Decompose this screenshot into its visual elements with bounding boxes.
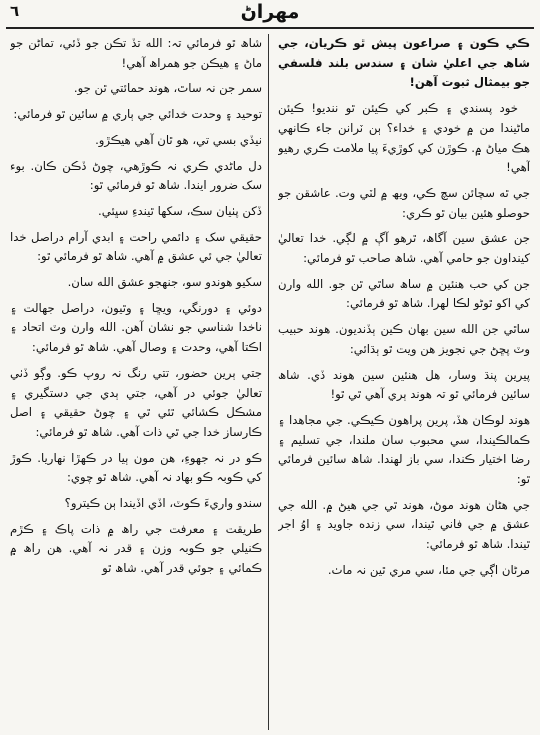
paragraph: توحيد ۽ وحدت خدائي جي ٻاري ۾ سائين ٿو فرمائي: xyxy=(13,107,262,122)
paragraph: جتي ٻرين حضور، تتي رنگ نہ روپ ڪو. وڳو ڏٺي تعاليٰ جوئي در آھي، جتي ٻدي جي دستگيري ۽ مشڪل ڪشائي ٿئي ٿي ۽ چوڻ حقيقي ۽ اصل ڪارساز خدا جي ٿي ذات آھي. شاھ ٿو فرمائي: xyxy=(10,365,262,439)
paragraph: حقيقي سک ۽ دائمي راحت ۽ ابدي آرام دراصل خدا تعاليٰ جي ئي عشق ۾ آھي. شاھ ٿو فرمائي ٿو: xyxy=(10,229,262,264)
page-header xyxy=(0,0,540,30)
journal-title: مهراڻ xyxy=(240,1,300,23)
paragraph: پيرين پنڌ وسار، ھل ھنئين سين ھوند ڏي. شاھ سائين فرمائي ٿو تہ ھوند ٻري آھي ٿي ٿو! xyxy=(278,367,530,402)
column-divider xyxy=(268,34,269,730)
left-column xyxy=(10,34,262,732)
paragraph: سمر جن نہ ساٿ، ھوند حمائتي ٿن جو. xyxy=(73,81,262,96)
right-column xyxy=(278,34,530,732)
paragraph: ساٿي جن الله سين بھان ڪين ٻڏنديون. ھوند حبيب وٽ پڇڻ جي نجويز ھن ويت ٿو ٻڌائي: xyxy=(278,322,530,356)
paragraph: جن عشق سين آگاھ، ٿرھو آڳ ۾ لڳي. خدا تعاليٰ کينداون جو حامي آھي. شاھ صاحب ٿو فرمائي: xyxy=(278,231,530,266)
paragraph: ڪي ڪون ۽ صراعون پيش ٿو ڪريان، جي شاھ جي اعليٰ شان ۽ سندس بلند فلسفي جو بيمثال ثبوت آھن! xyxy=(278,36,530,90)
paragraph: طريقت ۽ معرفت جي راھ ۾ ذات پاڪ ۽ ڪڙم ڪنيلي جو ڪوبہ وزن ۽ قدر نہ آھي. ھن راھ ۾ ڪمائي ۽ جوئي قدر آھي. شاھ ٿو xyxy=(10,521,262,576)
paragraph: مرڻان اڳي جي مئا، سي مري ٿين نہ ماٺ. xyxy=(327,562,530,577)
paragraph: ڪو در نہ جھوءِ، ھن مون ٻيا در ڪھڙا نھاريا. ڪوڙ کي ڪوبہ ڪو بھاد نہ آھي. شاھ ٿو چوي: xyxy=(10,450,262,485)
paragraph: دل ماڻدي ڪري نہ ڪوڙھي، چوڻ ڏڪن ڪان. بوء سک ضرور ايندا. شاھ ٿو فرمائي ٿو: xyxy=(10,158,262,193)
paragraph: دوئي ۽ دورنگي، ويڇا ۽ وٿيون، دراصل جھالت ۽ ناخدا شناسي جو نشان آھن. الله وارن وٽ اتحاد ۽ اڪتا آھي، وحدت ۽ وصال آھي. شاھ ٿو فرمائي: xyxy=(10,300,262,355)
paragraph: جن کي حب ھنئين ۾ ساھ ساٿي ٿن جو. الله وارن کي اکو ٿوڻو لڪا لھرا. شاھ ٿو فرمائي: xyxy=(278,276,530,311)
paragraph: جي ٿه سچائن سچ ڪي، ويھ ۾ لٽي وت. عاشقن جو حوصلو ھئين بيان ٿو ڪري: xyxy=(278,185,530,220)
header-rule xyxy=(6,27,534,29)
paragraph: خود پسندي ۽ ڪبر کي ڪيئن ٿو ننديو! ڪيئن ماڻيندا من ۾ خودي ۽ خداء؟ ٻن ٽرانن جاء ڪانھي ھڪ مياڻ ۾. ڪوڙن کي کوڙيءَ پيا ملامت ڪري رھيو آھي! xyxy=(278,101,530,175)
page-number: ٦ xyxy=(10,2,20,20)
paragraph: نيڏي بسي تي، ھو ٿان آھي ھيڪڙو. xyxy=(95,132,262,147)
paragraph: سکيو ھوندو سو، جنھجو عشق الله سان. xyxy=(67,275,262,290)
paragraph: ھوند لوڪان ھڏ، پرين پراھون ڪيڪي. جي مجاھدا ۽ ڪمالڪيندا، سي محبوب سان ملندا، جي تسليم ۽ رضا اختيار ڪندا، سي باز لھندا. شاھ سائين فرمائي ٿو: xyxy=(278,412,530,487)
paragraph: جي ھڻان ھوند موڻ، ھوند ٿي جي ھيڻ ۾. الله جي عشق ۾ جي فاني ٿيندا، سي زنده جاويد ۽ اوُ اجر ٿيندا. شاھ ٿو فرمائي: xyxy=(278,497,530,552)
paragraph: ڏکن پٺيان سڪ، سکھا ٿيندءِ سڀئي. xyxy=(97,203,262,218)
paragraph: سندو واريءَ ڪوٽ، اڏي اڏيندا ٻن ڪيترو؟ xyxy=(64,496,262,511)
paragraph: شاھ ٿو فرمائي تہ: الله تڏ تڪن جو ڏئي، تماڻن جو ماڻ ۽ ھيڪن جو ھمراھ آھي! xyxy=(10,36,262,70)
